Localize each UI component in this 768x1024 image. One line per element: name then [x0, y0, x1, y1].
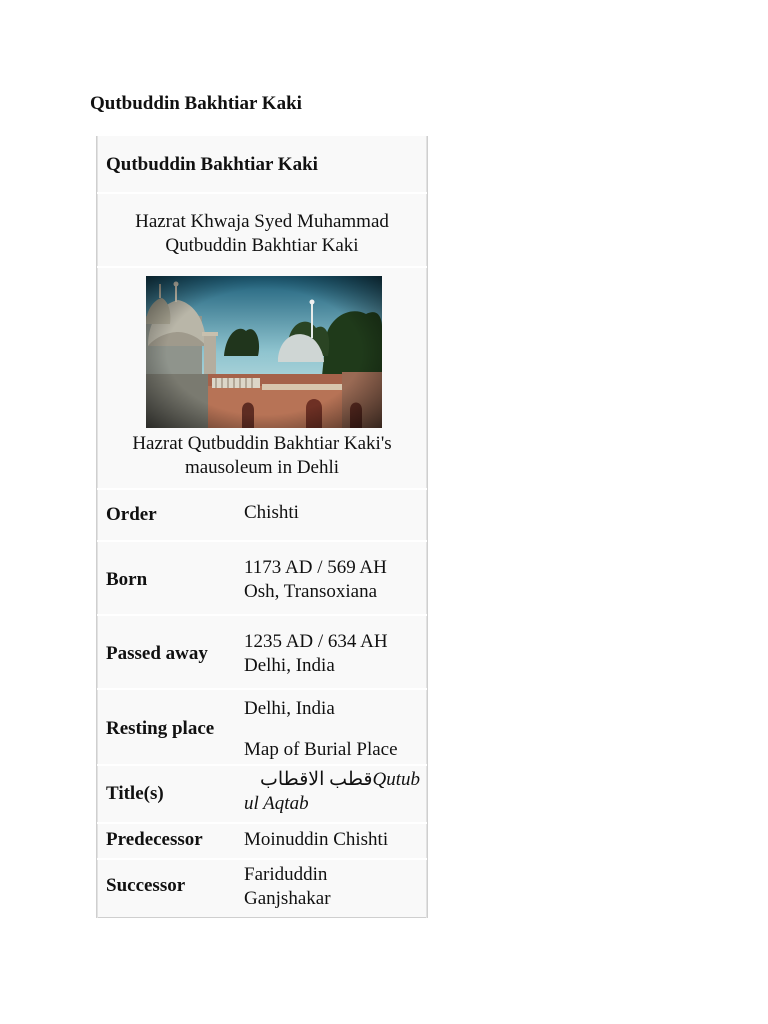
row-resting-place	[97, 690, 427, 766]
label-passed-away: Passed away	[106, 643, 208, 664]
full-name-row	[97, 194, 427, 268]
full-name-line-2: Qutbuddin Bakhtiar Kaki	[165, 235, 359, 256]
value-titles-italic-2: ul Aqtab	[244, 793, 309, 814]
full-name-line-1: Hazrat Khwaja Syed Muhammad	[135, 211, 389, 232]
full-name	[97, 210, 427, 258]
value-order[interactable]: Chishti	[244, 502, 299, 523]
row-order	[97, 490, 427, 542]
row-passed-away	[97, 616, 427, 690]
value-predecessor[interactable]: Moinuddin Chishti	[244, 829, 389, 850]
infobox-header-row	[97, 136, 427, 194]
value-passed-away-date: 1235 AD / 634 AH	[244, 631, 388, 652]
row-predecessor	[97, 824, 427, 860]
value-successor-line-2[interactable]: Ganjshakar	[244, 888, 331, 909]
label-order: Order	[106, 504, 157, 525]
image-row	[97, 268, 427, 490]
mausoleum-photo[interactable]	[146, 276, 382, 428]
map-of-burial-place-link[interactable]: Map of Burial Place	[244, 739, 398, 760]
mausoleum-photo-graphic	[146, 276, 382, 428]
page-title: Qutbuddin Bakhtiar Kaki	[90, 93, 302, 114]
label-born: Born	[106, 569, 148, 590]
value-born-date: 1173 AD / 569 AH	[244, 557, 387, 578]
value-successor-line-1[interactable]: Fariduddin	[244, 864, 328, 885]
label-successor: Successor	[106, 875, 186, 896]
value-titles-italic-1: Qutub	[372, 769, 420, 790]
row-successor	[97, 860, 427, 918]
row-titles	[97, 766, 427, 824]
value-passed-away-place[interactable]: Delhi, India	[244, 655, 335, 676]
infobox-header: Qutbuddin Bakhtiar Kaki	[106, 154, 318, 175]
label-predecessor: Predecessor	[106, 829, 203, 850]
value-born-place[interactable]: Osh, Transoxiana	[244, 581, 378, 602]
value-resting-place[interactable]: Delhi, India	[244, 698, 335, 719]
value-titles-line-1	[244, 768, 420, 792]
infobox	[96, 136, 428, 918]
label-titles: Title(s)	[106, 783, 164, 804]
image-caption-line-1: Hazrat Qutbuddin Bakhtiar Kaki's	[132, 433, 392, 454]
label-resting-place: Resting place	[106, 718, 215, 739]
value-titles-arabic: قطب الاقطاب	[259, 769, 373, 790]
image-caption-line-2: mausoleum in Dehli	[184, 457, 340, 478]
row-born	[97, 542, 427, 616]
image-caption	[97, 432, 427, 480]
